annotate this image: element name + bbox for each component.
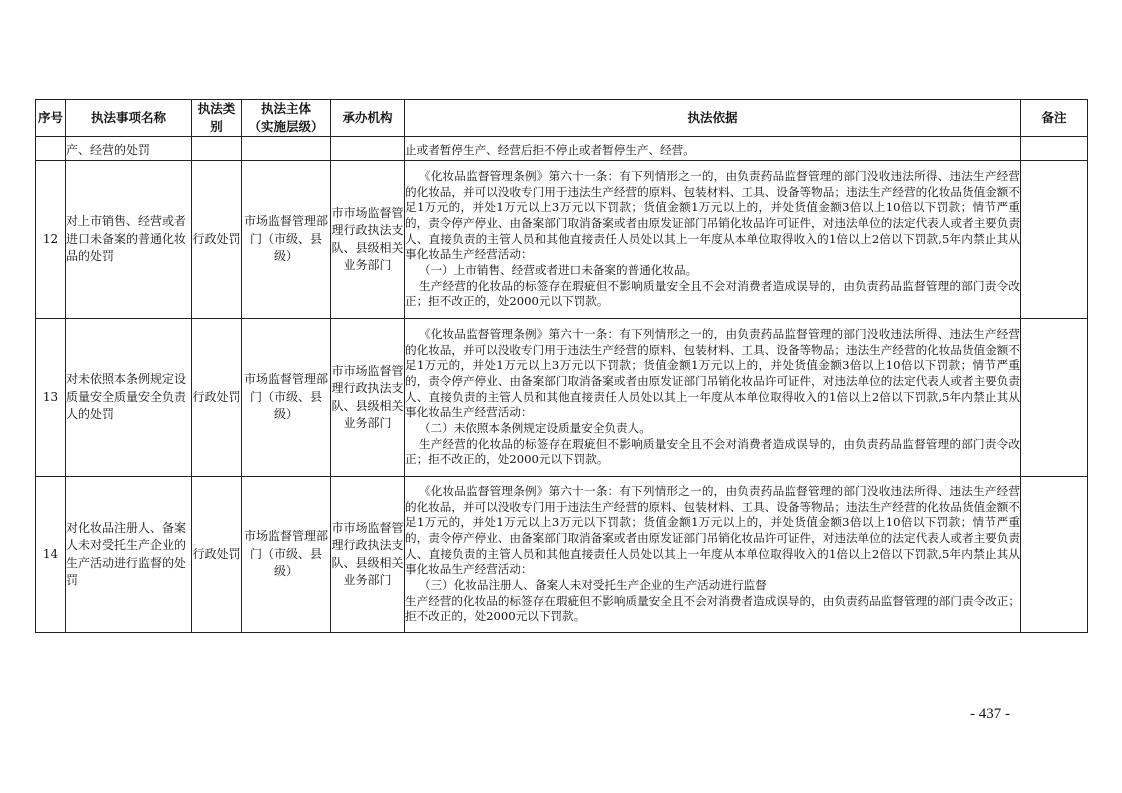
cont-subject — [242, 137, 331, 161]
row-agency: 市市场监督管理行政执法支队、县级相关业务部门 — [331, 319, 405, 477]
cont-item-name: 产、经营的处罚 — [66, 137, 192, 161]
basis-main: 《化妆品监督管理条例》第六十一条：有下列情形之一的，由负责药品监督管理的部门没收违法所得、违法生产经营的化妆品，并可以没收专门用于违法生产经营的原料、包装材料、工具、设备等物品；违法生产经营的化妆品货值金额不足1万元的，并处1万元以上3万元以下罚款；货值金额1万元以上的，并处货值金额3倍以上10倍以下罚款；情节严重的，责令停产停业、由备案部门取消备案或者由原发证部门吊销化妆品许可证件，对违法单位的法定代表人或者主要负责人、直接负责的主管人员和其他直接责任人员处以其上一年度从本单位取得收入的1倍以上2倍以下罚款,5年内禁止其从事化妆品生产经营活动： — [405, 168, 1020, 262]
basis-item: （三）化妆品注册人、备案人未对受托生产企业的生产活动进行监督 — [418, 578, 767, 593]
row-remark — [1021, 477, 1088, 633]
row-basis — [405, 319, 1021, 477]
cont-basis: 止或者暂停生产、经营后拒不停止或者暂停生产、经营。 — [405, 137, 1021, 161]
row-seq: 14 — [36, 477, 66, 633]
header-subject-line1: 执法主体 — [260, 101, 311, 116]
row-category: 行政处罚 — [192, 477, 242, 633]
row-basis — [405, 477, 1021, 633]
header-remark: 备注 — [1021, 100, 1088, 137]
table-row — [36, 161, 1088, 319]
row-category: 行政处罚 — [192, 161, 242, 319]
basis-item: （一）上市销售、经营或者进口未备案的普通化妆品。 — [418, 263, 698, 278]
row-item-name: 对化妆品注册人、备案人未对受托生产企业的生产活动进行监督的处罚 — [66, 477, 192, 633]
basis-item: （二）未依照本条例规定设质量安全负责人。 — [418, 421, 651, 436]
basis-main: 《化妆品监督管理条例》第六十一条：有下列情形之一的，由负责药品监督管理的部门没收违法所得、违法生产经营的化妆品，并可以没收专门用于违法生产经营的原料、包装材料、工具、设备等物品；违法生产经营的化妆品货值金额不足1万元的，并处1万元以上3万元以下罚款；货值金额1万元以上的，并处货值金额3倍以上10倍以下罚款；情节严重的，责令停产停业、由备案部门取消备案或者由原发证部门吊销化妆品许可证件，对违法单位的法定代表人或者主要负责人、直接负责的主管人员和其他直接责任人员处以其上一年度从本单位取得收入的1倍以上2倍以下罚款,5年内禁止其从事化妆品生产经营活动： — [405, 483, 1020, 577]
header-subject — [242, 100, 331, 137]
table-row — [36, 319, 1088, 477]
header-subject-line2: （实施层级） — [248, 119, 324, 134]
row-category: 行政处罚 — [192, 319, 242, 477]
row-subject: 市场监督管理部门（市级、县级） — [242, 161, 331, 319]
enforcement-table — [35, 99, 1088, 633]
row-item-name: 对未依照本条例规定设质量安全质量安全负责人的处罚 — [66, 319, 192, 477]
row-seq: 13 — [36, 319, 66, 477]
row-subject: 市场监督管理部门（市级、县级） — [242, 477, 331, 633]
row-basis — [405, 161, 1021, 319]
page-number: - 437 - — [970, 706, 1010, 722]
row-seq: 12 — [36, 161, 66, 319]
header-category: 执法类别 — [192, 100, 242, 137]
table-row — [36, 477, 1088, 633]
row-remark — [1021, 319, 1088, 477]
row-agency: 市市场监督管理行政执法支队、县级相关业务部门 — [331, 161, 405, 319]
cont-agency — [331, 137, 405, 161]
basis-extra: 生产经营的化妆品的标签存在瑕疵但不影响质量安全且不会对消费者造成误导的，由负责药品监督管理的部门责令改正；拒不改正的，处2000元以下罚款。 — [405, 278, 1020, 309]
cont-category — [192, 137, 242, 161]
row-agency: 市市场监督管理行政执法支队、县级相关业务部门 — [331, 477, 405, 633]
cont-remark — [1021, 137, 1088, 161]
row-subject: 市场监督管理部门（市级、县级） — [242, 319, 331, 477]
basis-extra: 生产经营的化妆品的标签存在瑕疵但不影响质量安全且不会对消费者造成误导的，由负责药品监督管理的部门责令改正；拒不改正的，处2000元以下罚款。 — [405, 593, 1020, 624]
header-agency: 承办机构 — [331, 100, 405, 137]
basis-main: 《化妆品监督管理条例》第六十一条：有下列情形之一的，由负责药品监督管理的部门没收违法所得、违法生产经营的化妆品，并可以没收专门用于违法生产经营的原料、包装材料、工具、设备等物品；违法生产经营的化妆品货值金额不足1万元的，并处1万元以上3万元以下罚款；货值金额1万元以上的，并处货值金额3倍以上10倍以下罚款；情节严重的，责令停产停业、由备案部门取消备案或者由原发证部门吊销化妆品许可证件，对违法单位的法定代表人或者主要负责人、直接负责的主管人员和其他直接责任人员处以其上一年度从本单位取得收入的1倍以上2倍以下罚款,5年内禁止其从事化妆品生产经营活动： — [405, 326, 1020, 420]
header-item-name: 执法事项名称 — [66, 100, 192, 137]
cont-seq — [36, 137, 66, 161]
row-item-name: 对上市销售、经营或者进口未备案的普通化妆品的处罚 — [66, 161, 192, 319]
basis-extra: 生产经营的化妆品的标签存在瑕疵但不影响质量安全且不会对消费者造成误导的，由负责药品监督管理的部门责令改正；拒不改正的，处2000元以下罚款。 — [405, 436, 1020, 467]
header-seq: 序号 — [36, 100, 66, 137]
header-basis: 执法依据 — [405, 100, 1021, 137]
header-row — [36, 100, 1088, 137]
row-remark — [1021, 161, 1088, 319]
continuation-row — [36, 137, 1088, 161]
